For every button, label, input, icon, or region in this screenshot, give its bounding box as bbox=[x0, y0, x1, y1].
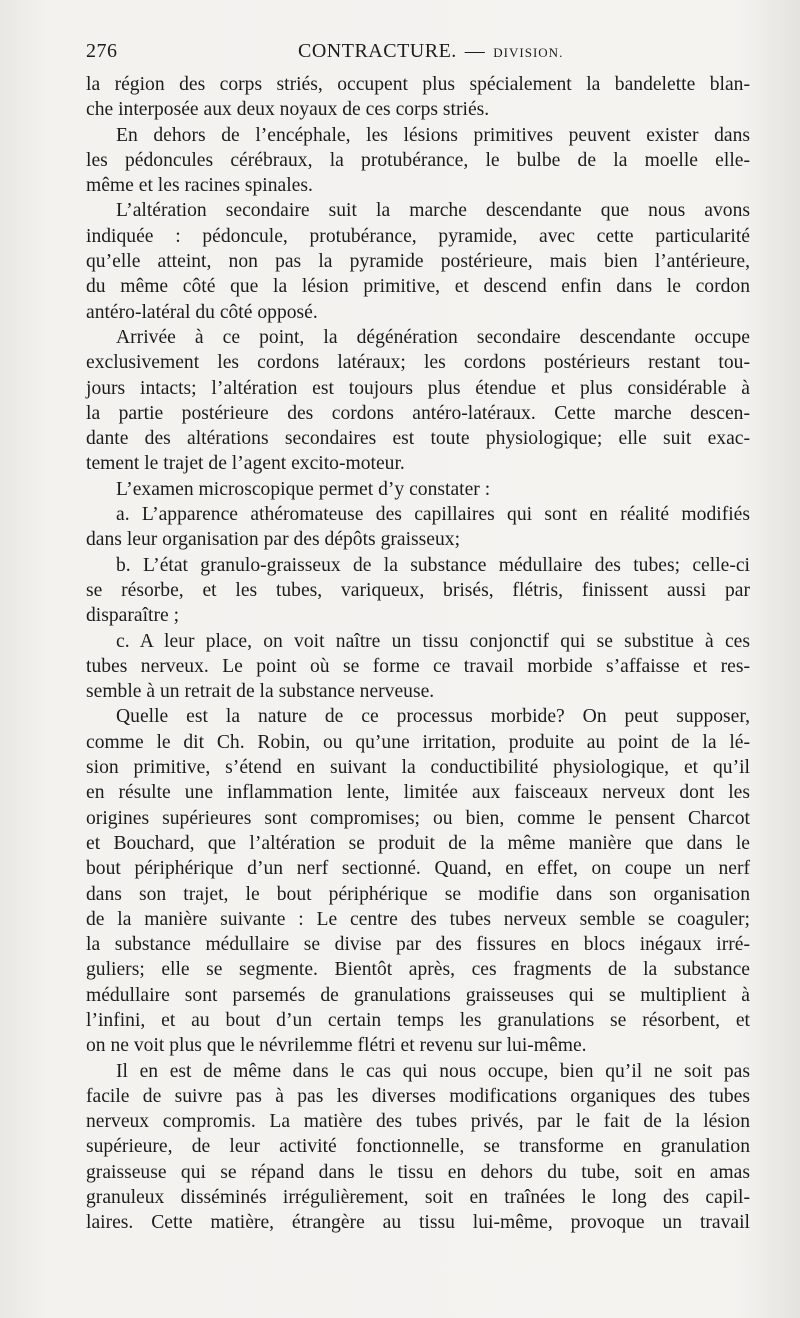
text-line: tubes nerveux. Le point où se forme ce travail morbide s’affaisse et res- bbox=[86, 655, 750, 677]
text-line: supérieure, de leur activité fonctionnelle, se transforme en granulation bbox=[86, 1136, 750, 1158]
text-line: laires. Cette matière, étrangère au tissu lui-même, provoque un travail bbox=[86, 1212, 750, 1234]
text-line: En dehors de l’encéphale, les lésions primitives peuvent exister dans bbox=[116, 124, 750, 146]
text-line: qu’elle atteint, non pas la pyramide postérieure, mais bien l’antérieure, bbox=[86, 251, 750, 273]
text-line: sion primitive, s’étend en suivant la conductibilité physiologique, et qu’il bbox=[86, 757, 750, 779]
text-line: Quelle est la nature de ce processus morbide? On peut supposer, bbox=[116, 706, 750, 728]
text-line: L’examen microscopique permet d’y constater : bbox=[116, 478, 491, 500]
text-line: médullaire sont parsemés de granulations graisseuses qui se multiplient à bbox=[86, 984, 750, 1006]
text-line: du même côté que la lésion primitive, et descend enfin dans le cordon bbox=[86, 276, 750, 298]
text-line: exclusivement les cordons latéraux; les cordons postérieurs restant tou- bbox=[86, 352, 750, 374]
text-line: les pédoncules cérébraux, la protubérance, le bulbe de la moelle elle- bbox=[86, 149, 750, 171]
text-line: et Bouchard, que l’altération se produit de la même manière que dans le bbox=[86, 832, 750, 854]
body-text bbox=[86, 72, 750, 1236]
running-subtitle: DIVISION. bbox=[493, 45, 564, 60]
text-line: tement le trajet de l’agent excito-moteur. bbox=[86, 453, 405, 475]
text-line: bout périphérique d’un nerf sectionné. Quand, en effet, on coupe un nerf bbox=[86, 858, 750, 880]
text-line: en résulte une inflammation lente, limitée aux faisceaux nerveux dont les bbox=[86, 782, 750, 804]
text-line: dante des altérations secondaires est toute physiologique; elle suit exac- bbox=[86, 428, 750, 450]
text-line: se résorbe, et les tubes, variqueux, brisés, flétris, finissent aussi par bbox=[86, 579, 750, 601]
text-line: de la manière suivante : Le centre des tubes nerveux semble se coaguler; bbox=[86, 908, 750, 930]
text-line: indiquée : pédoncule, protubérance, pyramide, avec cette particularité bbox=[86, 225, 750, 247]
text-line: la région des corps striés, occupent plus spécialement la bandelette blan- bbox=[86, 74, 750, 95]
page-number: 276 bbox=[86, 40, 118, 62]
running-title: CONTRACTURE. bbox=[298, 40, 457, 62]
text-line: Arrivée à ce point, la dégénération secondaire descendante occupe bbox=[116, 326, 750, 348]
text-line: même et les racines spinales. bbox=[86, 175, 313, 197]
text-line: nerveux compromis. La matière des tubes privés, par le fait de la lésion bbox=[86, 1111, 750, 1133]
text-line: semble à un retrait de la substance nerveuse. bbox=[86, 681, 435, 703]
text-line: che interposée aux deux noyaux de ces corps striés. bbox=[86, 99, 490, 121]
text-line: b. L’état granulo-graisseux de la substance médullaire des tubes; celle-ci bbox=[116, 554, 750, 576]
text-line: disparaître ; bbox=[86, 605, 180, 627]
text-line: l’infini, et au bout d’un certain temps les granulations se résorbent, et bbox=[86, 1009, 750, 1031]
running-head bbox=[298, 40, 563, 63]
text-line: graisseuse qui se répand dans le tissu en dehors du tube, soit en amas bbox=[86, 1161, 750, 1183]
text-line: facile de suivre pas à pas les diverses modifications organiques des tubes bbox=[86, 1085, 750, 1107]
text-line: c. A leur place, on voit naître un tissu conjonctif qui se substitue à ces bbox=[116, 630, 750, 652]
page-header bbox=[86, 40, 750, 68]
text-line: Il en est de même dans le cas qui nous occupe, bien qu’il ne soit pas bbox=[116, 1060, 750, 1082]
text-line: granuleux disséminés irrégulièrement, soit en traînées le long des capil- bbox=[86, 1187, 750, 1209]
text-line: on ne voit plus que le névrilemme flétri et revenu sur lui-même. bbox=[86, 1035, 587, 1057]
text-line: dans leur organisation par des dépôts graisseux; bbox=[86, 529, 461, 551]
text-line: a. L’apparence athéromateuse des capillaires qui sont en réalité modifiés bbox=[116, 504, 750, 526]
running-head-separator: — bbox=[464, 40, 486, 62]
text-line: dans son trajet, le bout périphérique se modifie dans son organisation bbox=[86, 883, 750, 905]
text-line: jours intacts; l’altération est toujours plus étendue et plus considérable à bbox=[86, 377, 750, 399]
text-line: la partie postérieure des cordons antéro-latéraux. Cette marche descen- bbox=[86, 402, 750, 424]
text-line: comme le dit Ch. Robin, ou qu’une irritation, produite au point de la lé- bbox=[86, 731, 750, 753]
text-line: guliers; elle se segmente. Bientôt après, ces fragments de la substance bbox=[86, 959, 750, 981]
text-line: antéro-latéral du côté opposé. bbox=[86, 301, 318, 323]
text-line: L’altération secondaire suit la marche descendante que nous avons bbox=[116, 200, 750, 222]
text-line: la substance médullaire se divise par des fissures en blocs inégaux irré- bbox=[86, 934, 750, 956]
text-line: origines supérieures sont compromises; ou bien, comme le pensent Charcot bbox=[86, 807, 750, 829]
